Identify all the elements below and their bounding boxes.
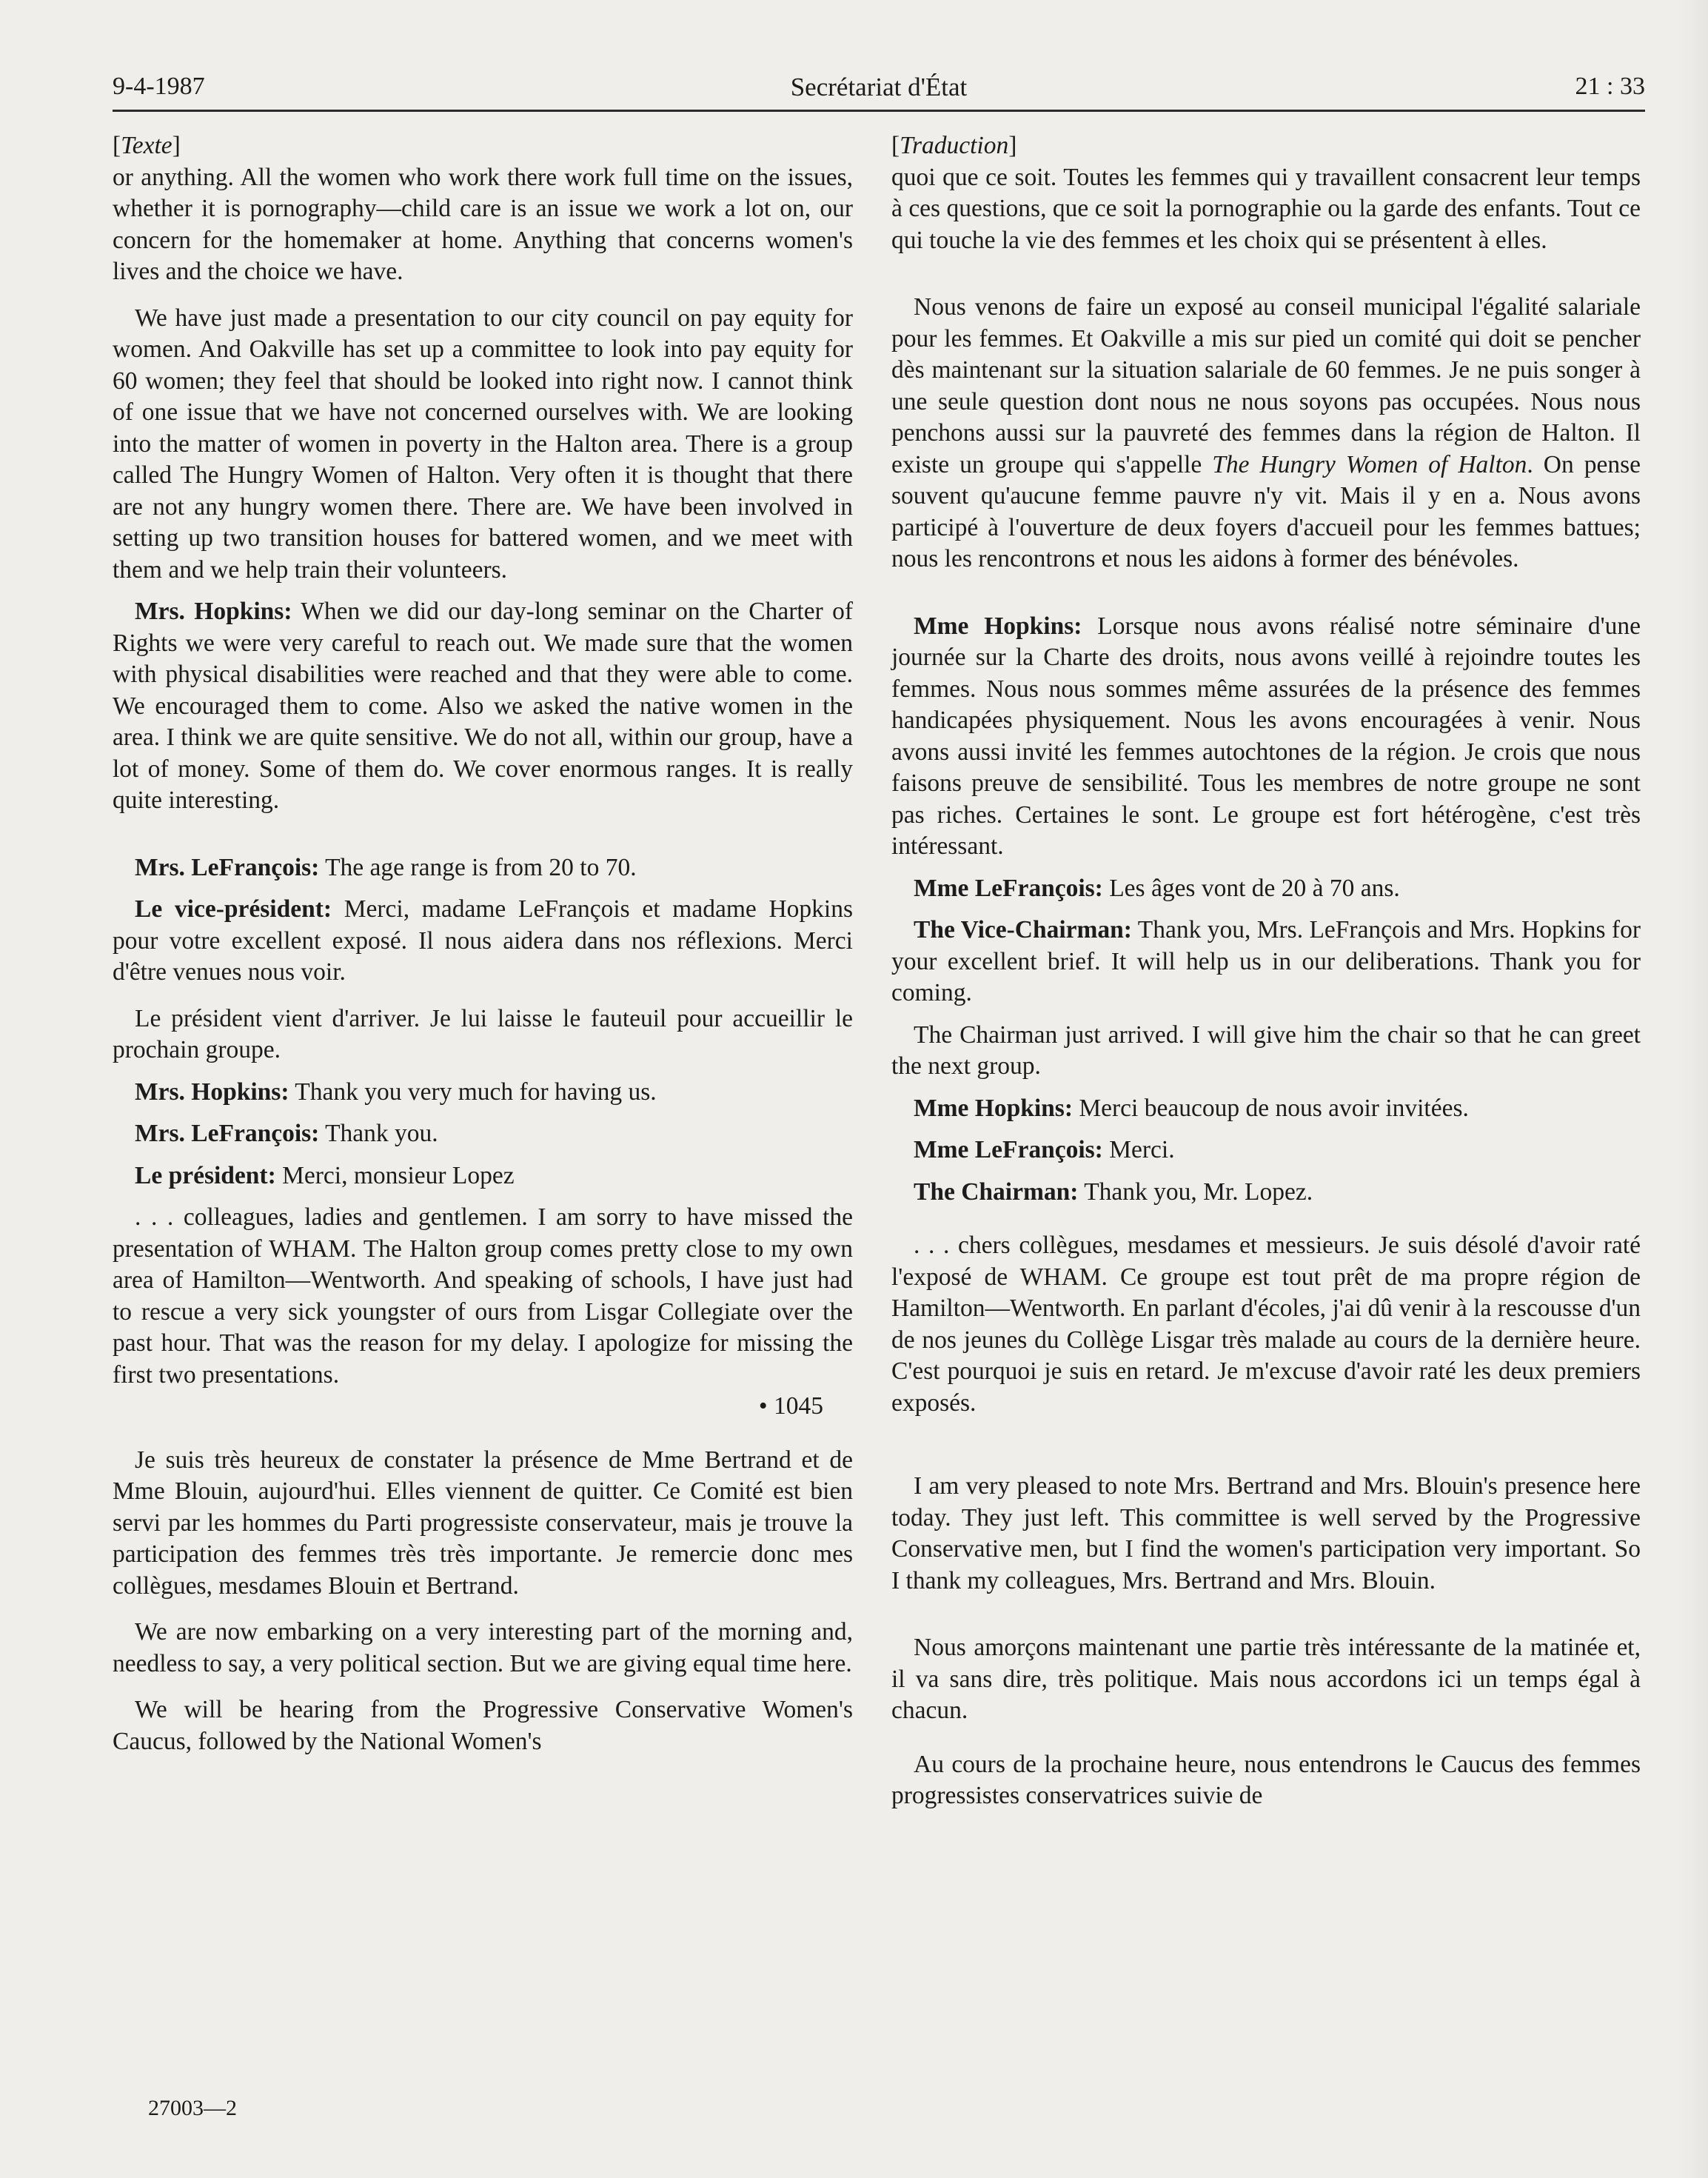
paragraph: The Chairman just arrived. I will give him the chair so that he can greet the next group. [891,1020,1641,1080]
right-column [891,130,1641,1812]
speaker-name: Mrs. LeFrançois: [135,853,320,881]
speaker-name: Le vice-président: [135,895,332,923]
paragraph: or anything. All the women who work there work full time on the issues, whether it is pornography—child care is an issue we work a lot on, our concern for the homemaker at home. Anything that concerns women's lives and the choice we have. [113,163,853,285]
language-label: [Traduction] [891,132,1017,159]
paragraph: I am very pleased to note Mrs. Bertrand and Mrs. Blouin's presence here today. They just left. This committee is well served by the Progressive Conservative men, but I find the women's participation very important. So I thank my colleagues, Mrs. Bertrand and Mrs. Blouin. [891,1472,1641,1594]
speaker-paragraph: The Chairman: Thank you, Mr. Lopez. [914,1177,1313,1206]
speaker-paragraph: Mrs. LeFrançois: The age range is from 20 to 70. [135,853,637,881]
header-page-number: 21 : 33 [1575,73,1645,100]
group-name: The Hungry Women of Halton [1212,450,1527,478]
paragraph: Nous amorçons maintenant une partie très intéressante de la matinée et, il va sans dire, très politique. Mais nous accordons ici un temps égal à chacun. [891,1634,1641,1724]
paragraph: Au cours de la prochaine heure, nous entendrons le Caucus des femmes progressistes conservatrices suivie de [891,1750,1641,1809]
left-column [113,130,853,1757]
speaker-paragraph: Mme LeFrançois: Les âges vont de 20 à 70 ans. [914,874,1400,902]
paragraph: Je suis très heureux de constater la présence de Mme Bertrand et de Mme Blouin, aujourd'hui. Elles viennent de quitter. Ce Comité est bien servi par les hommes du Parti progressiste conservateur, mais je trouve la participation des femmes très très importante. Je remercie donc mes collègues, mesdames Blouin et Bertrand. [113,1446,853,1600]
language-label: [Texte] [113,132,181,159]
print-code: 27003—2 [148,2096,237,2120]
speaker-paragraph: The Vice-Chairman: Thank you, Mrs. LeFrançois and Mrs. Hopkins for your excellent brief. It will help us in our deliberations. Thank you for coming. [891,916,1641,1006]
header-rule [113,110,1645,112]
speaker-paragraph: Le président: Merci, monsieur Lopez [135,1161,515,1189]
header-title: Secrétariat d'État [790,73,968,101]
speaker-paragraph: Mrs. Hopkins: Thank you very much for having us. [135,1078,657,1106]
speaker-paragraph: Mrs. LeFrançois: Thank you. [135,1120,438,1147]
paragraph: We have just made a presentation to our city council on pay equity for women. And Oakville has set up a committee to look into pay equity for 60 women; they feel that should be looked into right now. I cannot think of one issue that we have not concerned ourselves with. We are looking into the matter of women in poverty in the Halton area. There is a group called The Hungry Women of Halton. Very often it is thought that there are not any hungry women there. There are. We have been involved in setting up two transition houses for battered women, and we meet with them and we help train their volunteers. [113,304,853,584]
speaker-paragraph: Mrs. Hopkins: When we did our day-long seminar on the Charter of Rights we were very careful to reach out. We made sure that the women with physical disabilities were reached and that they were able to come. We encouraged them to come. Also we asked the native women in the area. I think we are quite sensitive. We do not all, within our group, have a lot of money. Some of them do. We cover enormous ranges. It is really quite interesting. [113,598,853,814]
paragraph: . . . chers collègues, mesdames et messieurs. Je suis désolé d'avoir raté l'exposé de WHAM. Ce groupe est tout prêt de ma propre région de Hamilton—Wentworth. En parlant d'écoles, j'ai dû venir à la rescousse d'un de nos jeunes du Collège Lisgar très malade au cours de la dernière heure. C'est pourquoi je suis en retard. Je m'excuse d'avoir raté les deux premiers exposés. [891,1232,1641,1417]
paragraph: Le président vient d'arriver. Je lui laisse le fauteuil pour accueillir le prochain groupe. [113,1004,853,1063]
speaker-name: Mme LeFrançois: [914,874,1103,902]
speaker-name: Mme Hopkins: [914,612,1082,640]
speaker-name: The Vice-Chairman: [914,916,1132,943]
speaker-name: Mme LeFrançois: [914,1136,1103,1163]
paragraph: We will be hearing from the Progressive Conservative Women's Caucus, followed by the National Women's [113,1696,853,1755]
speaker-name: Mrs. Hopkins: [135,1078,289,1106]
header-date: 9-4-1987 [113,73,205,100]
speaker-name: Mrs. LeFrançois: [135,1120,320,1147]
speaker-paragraph: Mme LeFrançois: Merci. [914,1136,1175,1163]
paragraph: quoi que ce soit. Toutes les femmes qui y travaillent consacrent leur temps à ces questions, que ce soit la pornographie ou la garde des enfants. Tout ce qui touche la vie des femmes et les choix qui se présentent à elles. [891,163,1641,254]
speaker-name: Le président: [135,1161,276,1189]
speaker-name: Mrs. Hopkins: [135,598,292,625]
paragraph: . . . colleagues, ladies and gentlemen. I am sorry to have missed the presentation of WHAM. The Halton group comes pretty close to my own area of Hamilton—Wentworth. And speaking of schools, I have just had to rescue a very sick youngster of ours from Lisgar Collegiate over the past hour. That was the reason for my delay. I apologize for missing the first two presentations. [113,1203,853,1389]
speaker-paragraph: Mme Hopkins: Merci beaucoup de nous avoir invitées. [914,1094,1469,1122]
paragraph: We are now embarking on a very interesting part of the morning and, needless to say, a very political section. But we are giving equal time here. [113,1618,853,1677]
speaker-name: The Chairman: [914,1177,1079,1206]
page-edge-shadow [1678,0,1708,2178]
paragraph: Nous venons de faire un exposé au conseil municipal l'égalité salariale pour les femmes. Et Oakville a mis sur pied un comité qui doit se pencher dès maintenant sur la situation salariale de 60 femmes. Je ne puis songer à une seule question dont nous ne nous soyons pas occupées. Nous nous penchons aussi sur la pauvreté des femmes dans la région de Halton. Il existe un groupe qui s'appelle The Hungry Women of Halton. On pense souvent qu'aucune femme pauvre n'y vit. Mais il y en a. Nous avons participé à l'ouverture de deux foyers d'accueil pour les femmes battues; nous les rencontrons et nous les aidons à former des bénévoles. [891,293,1641,572]
speaker-paragraph: Mme Hopkins: Lorsque nous avons réalisé notre séminaire d'une journée sur la Charte des droits, nous avons veillé à rejoindre toutes les femmes. Nous nous sommes même assurées de la présence des femmes handicapées physiquement. Nous les avons encouragées à venir. Nous avons aussi invité les femmes autochtones de la région. Je crois que nous faisons preuve de sensibilité. Tous les membres de notre groupe ne sont pas riches. Certaines le sont. Le groupe est fort hétérogène, c'est très intéressant. [891,612,1641,860]
speaker-paragraph: Le vice-président: Merci, madame LeFrançois et madame Hopkins pour votre excellent exposé. Il nous aidera dans nos réflexions. Merci d'être venues nous voir. [113,895,853,986]
timestamp: • 1045 [758,1392,823,1420]
running-header [113,73,1645,111]
speaker-name: Mme Hopkins: [914,1094,1073,1122]
